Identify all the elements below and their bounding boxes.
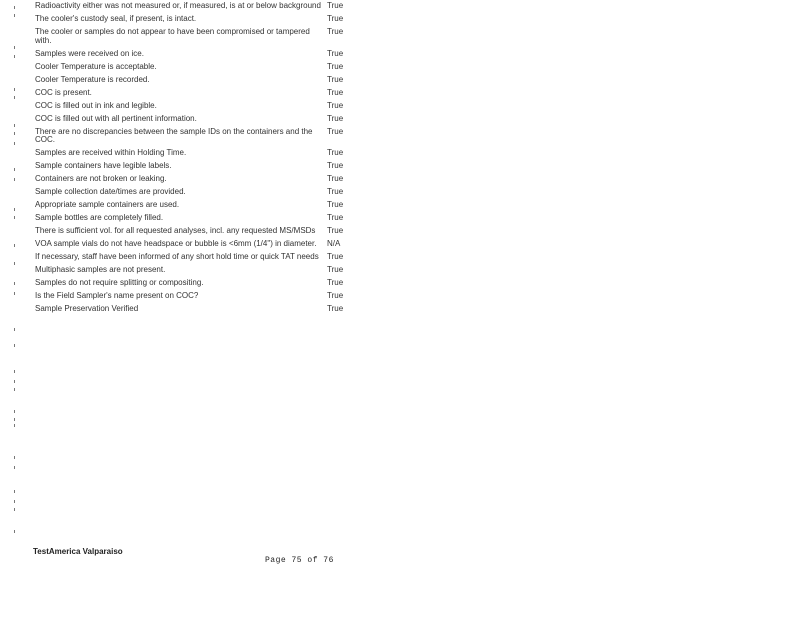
margin-mark — [14, 244, 15, 247]
checklist-answer: True — [327, 174, 344, 183]
checklist-question: Sample containers have legible labels. — [35, 161, 172, 170]
margin-mark — [14, 388, 15, 391]
margin-mark — [14, 328, 15, 331]
sample-receipt-checklist — [35, 2, 355, 318]
margin-mark — [14, 262, 15, 265]
checklist-row — [35, 128, 355, 145]
checklist-question: COC is filled out in ink and legible. — [35, 100, 157, 110]
margin-mark — [14, 6, 15, 9]
checklist-row — [35, 76, 355, 85]
checklist-answer: True — [327, 278, 344, 287]
margin-mark — [14, 142, 15, 145]
lab-name: TestAmerica Valparaiso — [33, 547, 123, 556]
margin-mark — [14, 456, 15, 459]
checklist-row — [35, 240, 355, 249]
checklist-row — [35, 292, 355, 301]
checklist-question: COC is present. — [35, 87, 92, 97]
margin-mark — [14, 216, 15, 219]
checklist-question: The cooler's custody seal, if present, is intact. — [35, 14, 197, 23]
checklist-question: The cooler or samples do not appear to have been compromised or tampered with. — [35, 27, 310, 45]
margin-mark — [14, 530, 15, 533]
checklist-question: Sample bottles are completely filled. — [35, 213, 164, 222]
checklist-row — [35, 115, 355, 124]
checklist-question: Multiphasic samples are not present. — [35, 265, 166, 274]
checklist-question: There is sufficient vol. for all requested analyses, incl. any requested MS/MSDs — [35, 226, 316, 235]
margin-mark — [14, 88, 15, 91]
checklist-question: Cooler Temperature is recorded. — [35, 74, 150, 84]
margin-mark — [14, 282, 15, 285]
checklist-answer: True — [327, 161, 344, 170]
margin-mark — [14, 55, 15, 58]
margin-mark — [14, 344, 15, 347]
margin-mark — [14, 292, 15, 295]
margin-mark — [14, 466, 15, 469]
checklist-question: Samples were received on ice. — [35, 48, 144, 58]
checklist-answer: True — [327, 226, 344, 235]
checklist-row — [35, 253, 355, 262]
checklist-row — [35, 89, 355, 98]
checklist-question: Cooler Temperature is acceptable. — [35, 61, 157, 71]
checklist-row — [35, 50, 355, 59]
checklist-row — [35, 227, 355, 236]
checklist-row — [35, 102, 355, 111]
checklist-answer: True — [327, 100, 344, 110]
checklist-row — [35, 63, 355, 72]
checklist-row — [35, 162, 355, 171]
checklist-question: There are no discrepancies between the sample IDs on the containers and the COC. — [35, 126, 313, 144]
margin-mark — [14, 178, 15, 181]
margin-mark — [14, 168, 15, 171]
checklist-answer: True — [327, 291, 344, 300]
checklist-answer: True — [327, 213, 344, 222]
checklist-question: Sample collection date/times are provided. — [35, 187, 186, 196]
checklist-answer: N/A — [327, 239, 341, 248]
checklist-answer: True — [327, 304, 344, 313]
checklist-answer: True — [327, 126, 344, 136]
checklist-row — [35, 149, 355, 158]
checklist-question: Is the Field Sampler's name present on COC? — [35, 291, 199, 300]
checklist-answer: True — [327, 27, 344, 36]
margin-mark — [14, 370, 15, 373]
margin-mark — [14, 418, 15, 421]
margin-mark — [14, 424, 15, 427]
checklist-question: Samples are received within Holding Time. — [35, 148, 187, 157]
margin-marks — [14, 0, 20, 540]
margin-mark — [14, 96, 15, 99]
margin-mark — [14, 380, 15, 383]
margin-mark — [14, 208, 15, 211]
checklist-row — [35, 266, 355, 275]
checklist-answer: True — [327, 200, 344, 209]
margin-mark — [14, 124, 15, 127]
checklist-question: COC is filled out with all pertinent information. — [35, 113, 197, 123]
checklist-answer: True — [327, 74, 344, 84]
checklist-answer: True — [327, 1, 344, 10]
margin-mark — [14, 500, 15, 503]
page-number: Page 75 of 76 — [265, 556, 334, 565]
checklist-question: Radioactivity either was not measured or, if measured, is at or below background — [35, 1, 321, 10]
checklist-row — [35, 214, 355, 223]
checklist-answer: True — [327, 61, 344, 71]
checklist-answer: True — [327, 187, 344, 196]
checklist-row — [35, 2, 355, 11]
checklist-answer: True — [327, 265, 344, 274]
checklist-question: If necessary, staff have been informed of any short hold time or quick TAT needs — [35, 252, 319, 261]
checklist-row — [35, 15, 355, 24]
checklist-answer: True — [327, 113, 344, 123]
margin-mark — [14, 46, 15, 49]
checklist-answer: True — [327, 14, 344, 23]
checklist-row — [35, 305, 355, 314]
checklist-question: Sample Preservation Verified — [35, 304, 139, 313]
checklist-answer: True — [327, 48, 344, 58]
margin-mark — [14, 410, 15, 413]
checklist-answer: True — [327, 252, 344, 261]
checklist-question: VOA sample vials do not have headspace or bubble is <6mm (1/4") in diameter. — [35, 239, 317, 248]
checklist-question: Samples do not require splitting or compositing. — [35, 278, 204, 287]
checklist-row — [35, 28, 355, 45]
checklist-answer: True — [327, 148, 344, 157]
margin-mark — [14, 490, 15, 493]
checklist-row — [35, 279, 355, 288]
checklist-question: Containers are not broken or leaking. — [35, 174, 167, 183]
checklist-answer: True — [327, 87, 344, 97]
checklist-question: Appropriate sample containers are used. — [35, 200, 180, 209]
margin-mark — [14, 132, 15, 135]
margin-mark — [14, 14, 15, 17]
checklist-row — [35, 201, 355, 210]
checklist-row — [35, 175, 355, 184]
checklist-row — [35, 188, 355, 197]
margin-mark — [14, 508, 15, 511]
